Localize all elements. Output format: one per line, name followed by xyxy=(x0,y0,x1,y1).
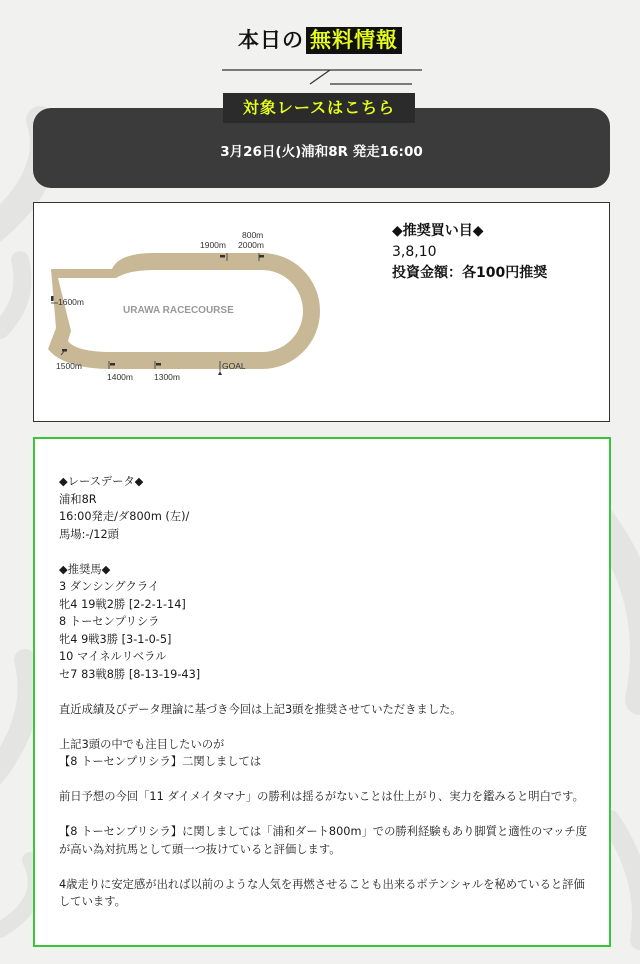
race-data-line: 馬場:-/12頭 xyxy=(59,527,119,541)
horse-line: 牝4 9戦3勝 [3-1-0-5] xyxy=(59,632,172,646)
paragraph-basis: 直近成績及びデータ理論に基づき今回は上記3頭を推奨させていただきました。 xyxy=(59,702,462,716)
paragraph-focus: 上記3頭の中でも注目したいのが xyxy=(59,737,225,751)
title-divider xyxy=(222,66,422,86)
paragraph-potential: 4歳走りに安定感が出れば以前のような人気を再燃させることも出来るポテンシャルを秘めていると評価しています。 xyxy=(59,877,585,908)
race-data-line: 浦和8R xyxy=(59,492,97,506)
course-name: URAWA RACECOURSE xyxy=(123,305,234,316)
paragraph-favorite: 前日予想の今回「11 ダイメイタマナ」の勝利は揺るがないことは仕上がり、実力を鑑みると明白です。 xyxy=(59,790,584,803)
horse-line: 10 マイネルリベラル xyxy=(59,650,167,663)
marker-1600m: 1600m xyxy=(58,297,84,307)
horse-line: 3 ダンシングクライ xyxy=(59,580,160,593)
title-highlight: 無料情報 xyxy=(306,27,402,54)
recommended-numbers: 3,8,10 xyxy=(392,244,437,260)
paragraph-focus-horse: 【8 トーセンプリシラ】二関しましては xyxy=(59,755,262,768)
title-prefix: 本日の xyxy=(238,28,304,52)
marker-1300m: 1300m xyxy=(154,372,180,382)
marker-goal: GOAL xyxy=(222,361,246,371)
horse-line: セ7 83戦8勝 [8-13-19-43] xyxy=(59,667,201,681)
page-title xyxy=(0,24,640,54)
analysis-panel xyxy=(33,437,611,947)
marker-800m: 800m xyxy=(242,230,264,240)
recommended-bets-heading: ◆推奨買い目◆ xyxy=(392,223,484,239)
investment-amount: 投資金額：各100円推奨 xyxy=(392,265,548,281)
recommended-bets xyxy=(392,221,547,284)
race-info: 3月26日(火)浦和8R 発走16:00 xyxy=(220,144,423,160)
marker-2000m: 2000m xyxy=(238,240,264,250)
marker-1900m: 1900m xyxy=(200,240,226,250)
racecourse-map xyxy=(34,203,374,421)
analysis-content xyxy=(59,473,591,911)
horse-line: 牝4 19戦2勝 [2-2-1-14] xyxy=(59,597,186,611)
horses-heading: ◆推奨馬◆ xyxy=(59,562,111,576)
paragraph-contender: 【8 トーセンプリシラ】に関しましては「浦和ダート800m」での勝利経験もあり脚質と適性のマッチ度が高い為対抗馬として頭一つ抜けていると評価します。 xyxy=(59,825,587,856)
horse-line: 8 トーセンプリシラ xyxy=(59,615,160,628)
race-data-heading: ◆レースデータ◆ xyxy=(59,475,144,488)
marker-1500m: 1500m xyxy=(56,361,82,371)
page-header xyxy=(0,24,640,54)
marker-1400m: 1400m xyxy=(107,372,133,382)
target-race-tag: 対象レースはこちら xyxy=(223,93,415,123)
course-panel xyxy=(33,202,610,422)
race-data-line: 16:00発走/ダ800m (左)/ xyxy=(59,510,190,523)
